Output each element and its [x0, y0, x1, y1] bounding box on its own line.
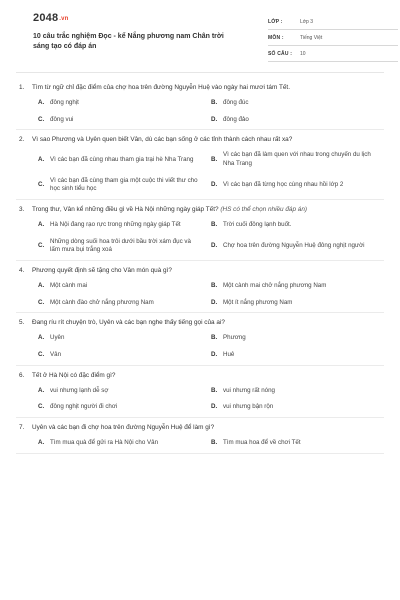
- answer-option[interactable]: [211, 282, 384, 291]
- answer-grid: [16, 282, 384, 307]
- answer-text: đông đúc: [223, 98, 249, 106]
- answer-text: Một cành mai: [50, 281, 88, 289]
- answer-letter: D.: [211, 350, 218, 358]
- meta-value: Tiếng Việt: [300, 34, 323, 41]
- meta-table: [268, 14, 398, 62]
- answer-text: Một cành mai chở nắng phương Nam: [223, 281, 327, 289]
- answer-text: vui nhưng lạnh dễ sợ: [50, 386, 109, 394]
- answer-text: vui nhưng bận rộn: [223, 403, 274, 411]
- answer-text: Trời cuối đông lạnh buốt.: [223, 220, 292, 228]
- meta-value: 10: [300, 50, 306, 57]
- question-number: 7.: [19, 423, 25, 431]
- question-body: [32, 267, 384, 276]
- answer-letter: B.: [211, 334, 218, 342]
- answer-text: Vì các bạn đã cùng nhau tham gia trại hè Nha Trang: [50, 155, 194, 163]
- answer-text: Một cành đào chở nắng phương Nam: [50, 298, 154, 306]
- answer-text: Hà Nội đang rạo rực trong những ngày giáp Tết: [50, 220, 181, 228]
- meta-label: LỚP :: [268, 18, 283, 25]
- meta-row: [268, 14, 398, 30]
- question-item: [16, 200, 384, 261]
- question-item: [16, 366, 384, 418]
- answer-text: đông đảo: [223, 115, 249, 123]
- answer-letter: D.: [211, 298, 218, 306]
- question-text: Trong thư, Vân kể những điều gì về Hà Nội những ngày giáp Tết?: [32, 205, 219, 213]
- logo-suffix: .vn: [59, 16, 69, 22]
- answer-grid: [16, 439, 384, 448]
- question-text-row: [16, 319, 384, 328]
- answer-option[interactable]: [211, 238, 384, 255]
- answer-letter: D.: [211, 403, 218, 411]
- answer-text: Tìm mua hoa để về chơi Tết: [223, 438, 301, 446]
- answer-text: đông vui: [50, 115, 74, 123]
- answer-grid: [16, 221, 384, 255]
- meta-row: [268, 46, 398, 62]
- answer-letter: A.: [38, 281, 45, 289]
- logo-text: 2048: [33, 12, 59, 24]
- question-text-row: [16, 424, 384, 433]
- answer-option[interactable]: [38, 99, 211, 108]
- question-number: 1.: [19, 84, 25, 91]
- meta-label: MÔN :: [268, 34, 284, 41]
- answer-text: Huê: [223, 350, 235, 358]
- question-body: [32, 424, 384, 433]
- answer-option[interactable]: [38, 439, 211, 448]
- answer-letter: A.: [38, 334, 45, 342]
- answer-option[interactable]: [38, 334, 211, 343]
- answer-option[interactable]: [211, 99, 384, 108]
- header: [16, 0, 384, 68]
- answer-option[interactable]: [38, 116, 211, 125]
- question-number: 3.: [19, 205, 25, 213]
- question-text-row: [16, 136, 384, 145]
- question-text: Tìm từ ngữ chỉ đặc điểm của chợ hoa trên đường Nguyễn Huệ vào ngày hai mươi tám Tết.: [32, 84, 290, 91]
- answer-text: vui nhưng rất nóng: [223, 386, 275, 394]
- answer-grid: [16, 151, 384, 194]
- answer-text: Vân: [50, 350, 62, 358]
- answer-text: Phương: [223, 334, 246, 342]
- answer-option[interactable]: [211, 387, 384, 396]
- answer-letter: D.: [211, 180, 218, 188]
- question-item: [16, 78, 384, 130]
- answer-letter: C.: [38, 403, 45, 411]
- answer-text: Một ít nắng phương Nam: [223, 298, 293, 306]
- answer-option[interactable]: [211, 299, 384, 308]
- site-logo[interactable]: [33, 12, 69, 24]
- answer-letter: B.: [211, 98, 218, 106]
- answer-option[interactable]: [211, 439, 384, 448]
- answer-letter: C.: [38, 298, 45, 306]
- question-text: Đang ríu rít chuyện trò, Uyên và các bạn nghe thấy tiếng gọi của ai?: [32, 319, 225, 327]
- answer-letter: C.: [38, 350, 45, 358]
- answer-letter: A.: [38, 220, 45, 228]
- answer-option[interactable]: [211, 334, 384, 343]
- answer-letter: A.: [38, 438, 45, 446]
- answer-letter: B.: [211, 281, 218, 289]
- answer-letter: B.: [211, 438, 218, 446]
- question-item: [16, 313, 384, 365]
- question-list: [16, 78, 384, 454]
- answer-option[interactable]: [38, 221, 211, 230]
- answer-option[interactable]: [211, 177, 384, 194]
- answer-text: đông nghịt người đi chơi: [50, 403, 118, 411]
- answer-option[interactable]: [38, 403, 211, 412]
- answer-option[interactable]: [211, 351, 384, 360]
- meta-row: [268, 30, 398, 46]
- question-text: Uyên và các bạn đi chợ hoa trên đường Nguyễn Huệ để làm gì?: [32, 423, 215, 431]
- answer-option[interactable]: [38, 177, 211, 194]
- meta-label: SỐ CÂU :: [268, 50, 293, 57]
- question-text-row: [16, 267, 384, 276]
- answer-option[interactable]: [38, 151, 211, 168]
- header-divider: [16, 72, 384, 73]
- document-title: 10 câu trắc nghiệm Đọc - kể Nắng phương nam Chân trời sáng tạo có đáp án: [33, 33, 224, 50]
- answer-letter: A.: [38, 386, 45, 394]
- answer-option[interactable]: [38, 351, 211, 360]
- answer-letter: D.: [211, 241, 218, 249]
- answer-text: Những dòng suối hoa trôi dưới bầu trời xám đục và lấm mưa bụi trắng xoá: [50, 237, 191, 254]
- answer-letter: B.: [211, 220, 218, 228]
- answer-letter: B.: [211, 386, 218, 394]
- question-body: [32, 84, 384, 93]
- question-text-row: [16, 206, 384, 215]
- answer-option[interactable]: [211, 403, 384, 412]
- question-text: Vì sao Phương và Uyên quen biết Vân, dù các bạn sống ở các tỉnh thành cách nhau rất xa?: [32, 136, 293, 144]
- question-item: [16, 130, 384, 200]
- question-text: Tết ở Hà Nội có đặc điểm gì?: [32, 371, 116, 379]
- question-number: 4.: [19, 266, 25, 274]
- answer-text: đông nghịt: [50, 98, 79, 106]
- answer-grid: [16, 334, 384, 359]
- answer-text: Vì các bạn đã từng học cùng nhau hồi lớp 2: [223, 180, 344, 188]
- question-number: 5.: [19, 319, 25, 327]
- answer-option[interactable]: [38, 282, 211, 291]
- answer-letter: A.: [38, 98, 45, 106]
- answer-letter: C.: [38, 180, 45, 188]
- answer-grid: [16, 99, 384, 124]
- question-number: 6.: [19, 371, 25, 379]
- question-body: [32, 206, 384, 215]
- question-note: (HS có thể chọn nhiều đáp án): [220, 205, 308, 213]
- answer-grid: [16, 387, 384, 412]
- answer-option[interactable]: [38, 238, 211, 255]
- question-body: [32, 372, 384, 381]
- question-body: [32, 319, 384, 328]
- answer-text: Vì các bạn đã cùng tham gia một cuộc thi viết thư cho học sinh tiểu học: [50, 176, 198, 193]
- answer-letter: D.: [211, 115, 218, 123]
- question-body: [32, 136, 384, 145]
- answer-letter: A.: [38, 155, 45, 163]
- meta-value: Lớp 3: [300, 18, 314, 25]
- question-text: Phương quyết định sẽ tặng cho Vân món quà gì?: [32, 266, 172, 274]
- answer-option[interactable]: [211, 221, 384, 230]
- answer-option[interactable]: [211, 116, 384, 125]
- answer-letter: C.: [38, 115, 45, 123]
- answer-text: Chợ hoa trên đường Nguyễn Huệ đông nghịt người: [223, 241, 365, 249]
- answer-text: Uyên: [50, 334, 65, 342]
- answer-letter: B.: [211, 155, 218, 163]
- answer-option[interactable]: [211, 151, 384, 168]
- answer-letter: C.: [38, 241, 45, 249]
- answer-text: Vì các bạn đã làm quen với nhau trong chuyến du lịch Nha Trang: [223, 151, 371, 167]
- question-text-row: [16, 84, 384, 93]
- question-item: [16, 418, 384, 454]
- question-number: 2.: [19, 136, 25, 144]
- answer-option[interactable]: [38, 299, 211, 308]
- question-text-row: [16, 372, 384, 381]
- question-item: [16, 261, 384, 313]
- answer-option[interactable]: [38, 387, 211, 396]
- answer-text: Tìm mua quà để gửi ra Hà Nội cho Vân: [50, 438, 159, 446]
